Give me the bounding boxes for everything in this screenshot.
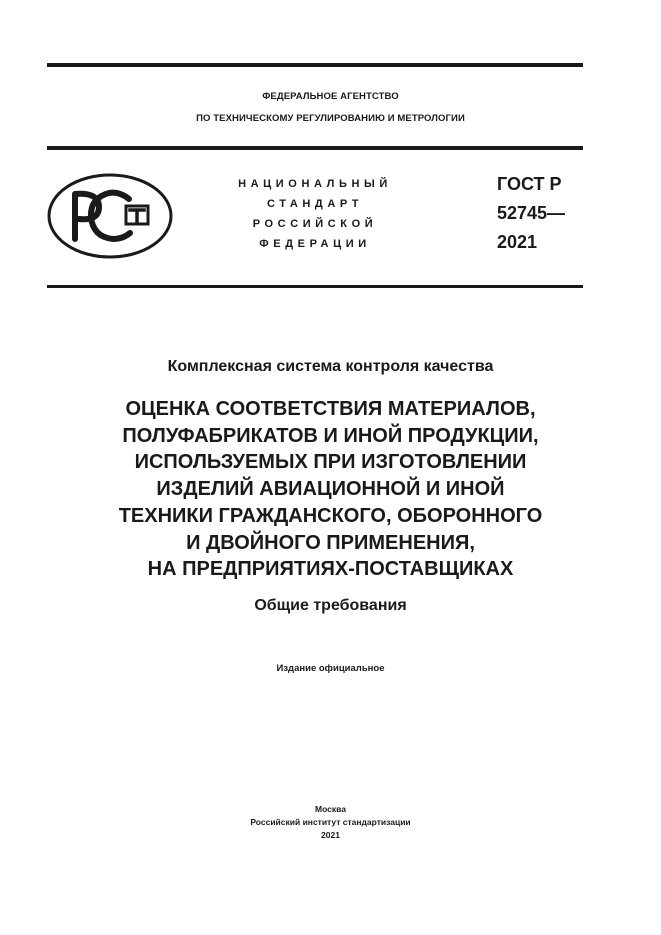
designation-line: 2021: [497, 232, 538, 252]
agency-name-line2: ПО ТЕХНИЧЕСКОМУ РЕГУЛИРОВАНИЮ И МЕТРОЛОГИИ: [196, 113, 465, 124]
masthead-bottom-rule: [47, 285, 583, 288]
header-rule: [47, 146, 583, 150]
national-standard-line: СТАНДАРТ: [266, 198, 364, 210]
title-line: ИЗДЕЛИЙ АВИАЦИОННОЙ И ИНОЙ: [156, 478, 505, 501]
national-standard-label: [195, 174, 435, 254]
national-standard-line: РОССИЙСКОЙ: [252, 218, 378, 230]
title-line: ОЦЕНКА СООТВЕТСТВИЯ МАТЕРИАЛОВ,: [125, 398, 536, 420]
document-title: [0, 396, 661, 583]
agency-name-line1: ФЕДЕРАЛЬНОЕ АГЕНТСТВО: [262, 91, 399, 102]
national-standard-line: ФЕДЕРАЦИИ: [259, 238, 371, 250]
title-line: НА ПРЕДПРИЯТИЯХ-ПОСТАВЩИКАХ: [147, 558, 514, 581]
title-line: ТЕХНИКИ ГРАЖДАНСКОГО, ОБОРОННОГО: [118, 504, 543, 527]
top-rule: [47, 63, 583, 67]
standard-designation: [497, 170, 565, 257]
imprint-publisher: Российский институт стандартизации: [250, 817, 411, 827]
imprint-year: 2021: [321, 830, 340, 840]
imprint: [0, 803, 661, 842]
designation-line: 52745—: [497, 203, 566, 223]
imprint-city: Москва: [315, 804, 346, 814]
rst-certification-mark-icon: [47, 173, 173, 259]
designation-line: ГОСТ Р: [497, 174, 562, 194]
series-title: Комплексная система контроля качества: [167, 358, 494, 375]
edition-note: Издание официальное: [276, 663, 385, 674]
title-line: И ДВОЙНОГО ПРИМЕНЕНИЯ,: [186, 531, 475, 554]
title-line: ПОЛУФАБРИКАТОВ И ИНОЙ ПРОДУКЦИИ,: [122, 424, 539, 447]
title-line: ИСПОЛЬЗУЕМЫХ ПРИ ИЗГОТОВЛЕНИИ: [134, 451, 527, 474]
document-subtitle: Общие требования: [254, 597, 407, 614]
national-standard-line: НАЦИОНАЛЬНЫЙ: [238, 178, 392, 190]
